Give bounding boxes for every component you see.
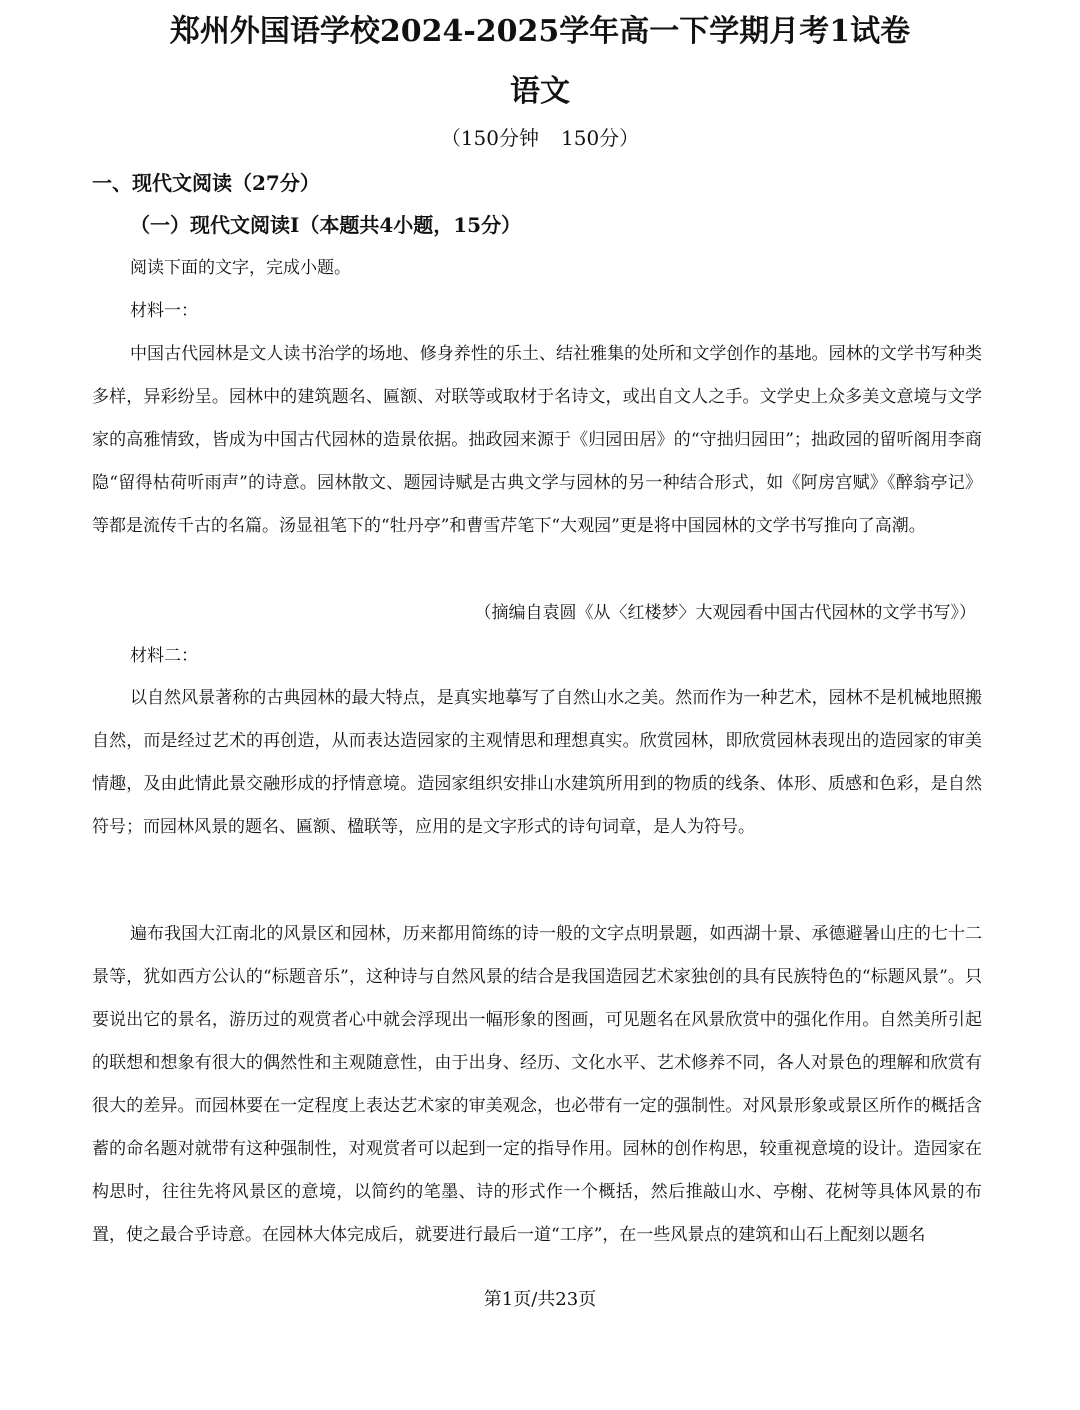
page-footer: 第1页/共23页 [483,1289,597,1310]
exam-title: 郑州外国语学校2024-2025学年高一下学期月考1试卷 [169,14,911,49]
subject-title: 语文 [510,74,570,109]
subsection-heading: （一）现代文阅读Ⅰ（本题共4小题，15分） [130,213,522,237]
material-one-paragraph: 中国古代园林是文人读书治学的场地、修身养性的乐土、结社雅集的处所和文学创作的基地。园林的文学书写种类多样，异彩纷呈。园林中的建筑题名、匾额、对联等或取材于名诗文，或出自文人之手。文学史上众多美文意境与文学家的高雅情致，皆成为中国古代园林的造景依据。拙政园来源于《归园田居》的“守拙归园田”；拙政园的留听阁用李商隐“留得枯荷听雨声”的诗意。园林散文、题园诗赋是古典文学与园林的另一种结合形式，如《阿房宫赋》《醉翁亭记》等都是流传千古的名篇。汤显祖笔下的“牡丹亭”和曹雪芹笔下“大观园”更是将中国园林的文学书写推向了高潮。 [92,344,982,536]
section-heading: 一、现代文阅读（27分） [92,171,320,195]
exam-duration-score [0,122,1080,154]
material-two-label: 材料二： [130,646,198,666]
material-two-paragraph-1: 以自然风景著称的古典园林的最大特点，是真实地摹写了自然山水之美。然而作为一种艺术，园林不是机械地照搬自然，而是经过艺术的再创造，从而表达造园家的主观情思和理想真实。欣赏园林，即欣赏园林表现出的造园家的审美情趣，及由此情此景交融形成的抒情意境。造园家组织安排山水建筑所用到的物质的线条、体形、质感和色彩，是自然符号；而园林风景的题名、匾额、楹联等，应用的是文字形式的诗句词章，是人为符号。 [92,688,982,837]
exam-total-score: 150分） [561,126,640,150]
material-one-source: （摘编自袁圆《从〈红楼梦〉大观园看中国古代园林的文学书写》） [474,603,976,623]
material-one-label: 材料一： [130,301,198,321]
reading-instruction: 阅读下面的文字，完成小题。 [130,258,351,278]
material-two-paragraph-2: 遍布我国大江南北的风景区和园林，历来都用简练的诗一般的文字点明景题，如西湖十景、承德避暑山庄的七十二景等，犹如西方公认的“标题音乐”，这种诗与自然风景的结合是我国造园艺术家独创的具有民族特色的“标题风景”。只要说出它的景名，游历过的观赏者心中就会浮现出一幅形象的图画，可见题名在风景欣赏中的强化作用。自然美所引起的联想和想象有很大的偶然性和主观随意性，由于出身、经历、文化水平、艺术修养不同，各人对景色的理解和欣赏有很大的差异。而园林要在一定程度上表达艺术家的审美观念，也必带有一定的强制性。对风景形象或景区所作的概括含蓄的命名题对就带有这种强制性，对观赏者可以起到一定的指导作用。园林的创作构思，较重视意境的设计。造园家在构思时，往往先将风景区的意境，以简约的笔墨、诗的形式作一个概括，然后推敲山水、亭榭、花树等具体风景的布置，使之最合乎诗意。在园林大体完成后，就要进行最后一道“工序”，在一些风景点的建筑和山石上配刻以题名 [92,924,982,1245]
exam-duration: （150分钟 [440,126,539,150]
